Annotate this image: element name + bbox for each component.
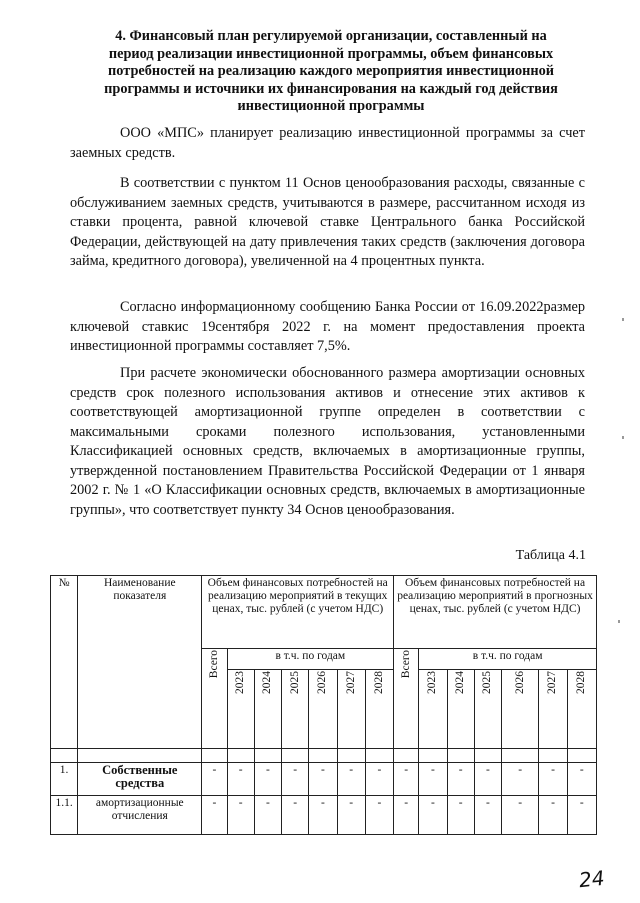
table-row [51, 763, 597, 796]
row-value: - [282, 763, 309, 796]
year-header: 2024 [447, 670, 474, 749]
row-value: - [567, 763, 596, 796]
row-value: - [394, 763, 419, 796]
year-header: 2023 [419, 670, 447, 749]
year-header: 2028 [365, 670, 393, 749]
year-header: 2027 [337, 670, 365, 749]
row-value: - [539, 796, 567, 835]
scan-speck [622, 318, 624, 321]
row-value: - [539, 763, 567, 796]
row-name: амортизационные отчисления [78, 796, 202, 835]
row-num: 1. [51, 763, 78, 796]
year-header: 2028 [567, 670, 596, 749]
scan-speck [618, 620, 620, 623]
row-value: - [419, 763, 447, 796]
row-value: - [254, 763, 281, 796]
row-value: - [337, 763, 365, 796]
year-header: 2024 [254, 670, 281, 749]
row-value: - [227, 763, 254, 796]
year-header: 2025 [282, 670, 309, 749]
row-value: - [447, 763, 474, 796]
scan-speck [622, 436, 624, 439]
row-value: - [227, 796, 254, 835]
finance-table [50, 575, 597, 835]
header-total-forecast: Всего [394, 649, 419, 749]
header-num: № [51, 576, 78, 749]
table-row [51, 796, 597, 835]
row-value: - [474, 763, 501, 796]
row-value: - [365, 796, 393, 835]
row-value: - [309, 763, 337, 796]
year-header: 2026 [309, 670, 337, 749]
section-heading: 4. Финансовый план регулируемой организации, составленный на период реализации инвестиционной программы, объем финансовых потребностей на реализацию каждого мероприятия инвестиционной программы и источники их финансирования на каждый год действия инвестиционной программы [104, 28, 558, 114]
header-name: Наименование показателя [78, 576, 202, 749]
row-value: - [419, 796, 447, 835]
spacer-row [51, 749, 597, 763]
row-value: - [502, 796, 539, 835]
row-value: - [309, 796, 337, 835]
row-value: - [282, 796, 309, 835]
paragraph-2: В соответствии с пунктом 11 Основ ценообразования расходы, связанные с обслуживанием заемных средств, учитываются в размере, рассчитанном исходя из ставки процента, равной ключевой ставке Центрального банка Российской Федерации, действующей на дату привлечения таких средств (заключения договора займа, кредитного договора), увеличенной на 4 процентных пункта. [70, 175, 585, 269]
header-by-year-forecast: в т.ч. по годам [419, 649, 597, 670]
header-total-current: Всего [202, 649, 227, 749]
row-value: - [337, 796, 365, 835]
row-num: 1.1. [51, 796, 78, 835]
header-current-prices: Объем финансовых потребностей на реализацию мероприятий в текущих ценах, тыс. рублей (с учетом НДС) [202, 576, 394, 649]
table-caption: Таблица 4.1 [515, 548, 586, 563]
row-value: - [365, 763, 393, 796]
year-header: 2025 [474, 670, 501, 749]
handwritten-page-number: 24 [577, 865, 606, 893]
row-value: - [202, 796, 227, 835]
row-value: - [502, 763, 539, 796]
row-value: - [567, 796, 596, 835]
row-value: - [474, 796, 501, 835]
row-name: Собственные средства [78, 763, 202, 796]
row-value: - [202, 763, 227, 796]
year-header: 2027 [539, 670, 567, 749]
row-value: - [254, 796, 281, 835]
header-by-year-current: в т.ч. по годам [227, 649, 394, 670]
paragraph-3: Согласно информационному сообщению Банка России от 16.09.2022размер ключевой ставкис 19сентября 2022 г. на момент предоставления проекта инвестиционной программы составляет 7,5%. [70, 299, 585, 354]
year-header: 2023 [227, 670, 254, 749]
header-forecast-prices: Объем финансовых потребностей на реализацию мероприятий в прогнозных ценах, тыс. рублей (с учетом НДС) [394, 576, 597, 649]
paragraph-1: ООО «МПС» планирует реализацию инвестиционной программы за счет заемных средств. [70, 125, 585, 161]
row-value: - [447, 796, 474, 835]
paragraph-4: При расчете экономически обоснованного размера амортизации основных средств срок полезного использования активов и отнесение этих активов к соответствующей амортизационной группе определен в соответствии с максимальными сроками полезного использования, установленными Классификацией основных средств, включаемых в амортизационные группы, утвержденной постановлением Правительства Российской Федерации от 1 января 2002 г. № 1 «О Классификации основных средств, включаемых в амортизационные группы», что соответствует пункту 34 Основ ценообразования. [70, 365, 585, 518]
row-value: - [394, 796, 419, 835]
year-header: 2026 [502, 670, 539, 749]
